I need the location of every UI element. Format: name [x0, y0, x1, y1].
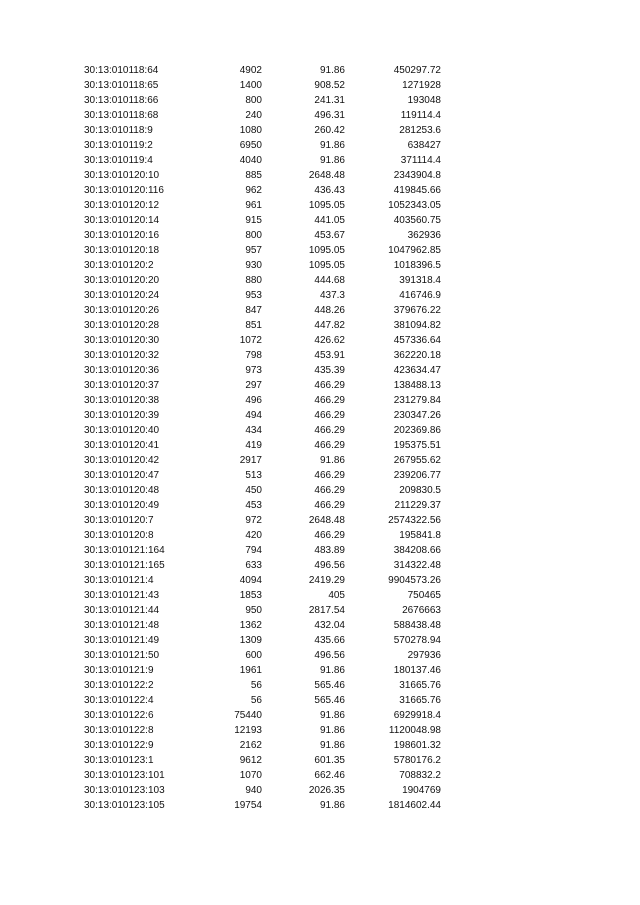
- price-cell: 466.29: [314, 440, 345, 451]
- amount-cell: 239206.77: [393, 470, 441, 481]
- price-cell: 435.66: [314, 635, 345, 646]
- table-row: [0, 723, 640, 738]
- cadastral-number-cell: 30:13:010121:44: [84, 605, 160, 616]
- table-row: [0, 498, 640, 513]
- quantity-cell: 9612: [239, 755, 262, 766]
- cadastral-number-cell: 30:13:010120:14: [84, 215, 160, 226]
- price-cell: 496.31: [314, 110, 345, 121]
- cadastral-number-cell: 30:13:010121:48: [84, 620, 160, 631]
- amount-cell: 1047962.85: [388, 245, 441, 256]
- table-row: [0, 123, 640, 138]
- quantity-cell: 973: [245, 365, 262, 376]
- amount-cell: 314322.48: [393, 560, 441, 571]
- amount-cell: 5780176.2: [393, 755, 441, 766]
- quantity-cell: 494: [245, 410, 262, 421]
- amount-cell: 423634.47: [393, 365, 441, 376]
- cadastral-number-cell: 30:13:010120:48: [84, 485, 160, 496]
- price-cell: 91.86: [319, 65, 345, 76]
- quantity-cell: 420: [245, 530, 262, 541]
- quantity-cell: 513: [245, 470, 262, 481]
- amount-cell: 1120048.98: [388, 725, 441, 736]
- quantity-cell: 633: [245, 560, 262, 571]
- quantity-cell: 915: [245, 215, 262, 226]
- price-cell: 2026.35: [308, 785, 345, 796]
- table-row: [0, 213, 640, 228]
- table-row: [0, 273, 640, 288]
- quantity-cell: 800: [245, 95, 262, 106]
- quantity-cell: 6950: [239, 140, 262, 151]
- price-cell: 908.52: [314, 80, 345, 91]
- cadastral-number-cell: 30:13:010120:26: [84, 305, 160, 316]
- table-row: [0, 228, 640, 243]
- amount-cell: 371114.4: [400, 155, 441, 166]
- cadastral-number-cell: 30:13:010120:41: [84, 440, 160, 451]
- table-row: [0, 528, 640, 543]
- table-row: [0, 423, 640, 438]
- quantity-cell: 957: [245, 245, 262, 256]
- amount-cell: 362936: [407, 230, 441, 241]
- table-row: [0, 573, 640, 588]
- price-cell: 1095.05: [308, 245, 345, 256]
- cadastral-number-cell: 30:13:010120:2: [84, 260, 154, 271]
- price-cell: 565.46: [314, 680, 345, 691]
- price-cell: 466.29: [314, 500, 345, 511]
- cadastral-number-cell: 30:13:010120:47: [84, 470, 160, 481]
- cadastral-number-cell: 30:13:010123:1: [84, 755, 154, 766]
- price-cell: 496.56: [314, 650, 345, 661]
- amount-cell: 384208.66: [393, 545, 441, 556]
- quantity-cell: 798: [245, 350, 262, 361]
- amount-cell: 457336.64: [393, 335, 441, 346]
- price-cell: 1095.05: [308, 200, 345, 211]
- quantity-cell: 1362: [239, 620, 262, 631]
- price-cell: 426.62: [314, 335, 345, 346]
- cadastral-number-cell: 30:13:010121:50: [84, 650, 160, 661]
- price-cell: 2419.29: [308, 575, 345, 586]
- amount-cell: 267955.62: [393, 455, 441, 466]
- quantity-cell: 496: [245, 395, 262, 406]
- quantity-cell: 930: [245, 260, 262, 271]
- table-row: [0, 663, 640, 678]
- quantity-cell: 1400: [239, 80, 262, 91]
- amount-cell: 297936: [407, 650, 441, 661]
- table-row: [0, 768, 640, 783]
- quantity-cell: 800: [245, 230, 262, 241]
- quantity-cell: 450: [245, 485, 262, 496]
- cadastral-number-cell: 30:13:010118:65: [84, 80, 159, 91]
- amount-cell: 180137.46: [393, 665, 441, 676]
- cadastral-number-cell: 30:13:010120:12: [84, 200, 160, 211]
- quantity-cell: 56: [250, 695, 262, 706]
- quantity-cell: 453: [245, 500, 262, 511]
- table-row: [0, 168, 640, 183]
- price-cell: 466.29: [314, 395, 345, 406]
- amount-cell: 31665.76: [399, 680, 441, 691]
- cadastral-number-cell: 30:13:010118:64: [84, 65, 159, 76]
- price-cell: 453.91: [314, 350, 345, 361]
- price-cell: 91.86: [319, 155, 345, 166]
- table-row: [0, 333, 640, 348]
- cadastral-number-cell: 30:13:010120:32: [84, 350, 160, 361]
- amount-cell: 209830.5: [399, 485, 441, 496]
- table-row: [0, 183, 640, 198]
- table-row: [0, 243, 640, 258]
- price-cell: 496.56: [314, 560, 345, 571]
- cadastral-number-cell: 30:13:010120:116: [84, 185, 164, 196]
- cadastral-number-cell: 30:13:010120:37: [84, 380, 160, 391]
- amount-cell: 211229.37: [394, 500, 441, 511]
- amount-cell: 391318.4: [399, 275, 441, 286]
- price-cell: 436.43: [314, 185, 345, 196]
- price-cell: 260.42: [314, 125, 345, 136]
- price-cell: 405: [328, 590, 345, 601]
- table-row: [0, 543, 640, 558]
- table-row: [0, 603, 640, 618]
- price-cell: 91.86: [319, 740, 345, 751]
- table-row: [0, 708, 640, 723]
- cadastral-number-cell: 30:13:010121:4: [84, 575, 154, 586]
- quantity-cell: 4902: [239, 65, 262, 76]
- quantity-cell: 962: [245, 185, 262, 196]
- quantity-cell: 4094: [239, 575, 262, 586]
- amount-cell: 138488.13: [393, 380, 441, 391]
- quantity-cell: 2162: [239, 740, 262, 751]
- price-cell: 437.3: [319, 290, 345, 301]
- table-row: [0, 93, 640, 108]
- cadastral-number-cell: 30:13:010122:2: [84, 680, 154, 691]
- table-row: [0, 468, 640, 483]
- cadastral-number-cell: 30:13:010118:9: [84, 125, 153, 136]
- table-row: [0, 348, 640, 363]
- cadastral-number-cell: 30:13:010120:20: [84, 275, 160, 286]
- price-cell: 447.82: [314, 320, 345, 331]
- cadastral-number-cell: 30:13:010122:6: [84, 710, 154, 721]
- quantity-cell: 885: [245, 170, 262, 181]
- cadastral-number-cell: 30:13:010120:49: [84, 500, 160, 511]
- price-cell: 432.04: [314, 620, 345, 631]
- price-cell: 2648.48: [308, 515, 345, 526]
- amount-cell: 750465: [407, 590, 441, 601]
- amount-cell: 6929918.4: [393, 710, 441, 721]
- table-row: [0, 138, 640, 153]
- table-row: [0, 393, 640, 408]
- cadastral-number-cell: 30:13:010120:16: [84, 230, 160, 241]
- table-row: [0, 198, 640, 213]
- table-row: [0, 588, 640, 603]
- amount-cell: 416746.9: [399, 290, 441, 301]
- table-row: [0, 153, 640, 168]
- amount-cell: 9904573.26: [388, 575, 441, 586]
- cadastral-number-cell: 30:13:010123:103: [84, 785, 165, 796]
- amount-cell: 230347.26: [393, 410, 441, 421]
- spreadsheet-page: [0, 63, 640, 813]
- cadastral-number-cell: 30:13:010120:39: [84, 410, 160, 421]
- price-cell: 466.29: [314, 410, 345, 421]
- cadastral-number-cell: 30:13:010122:9: [84, 740, 154, 751]
- amount-cell: 1052343.05: [388, 200, 441, 211]
- price-cell: 91.86: [319, 710, 345, 721]
- price-cell: 466.29: [314, 485, 345, 496]
- amount-cell: 2574322.56: [388, 515, 441, 526]
- quantity-cell: 1072: [239, 335, 262, 346]
- cadastral-number-cell: 30:13:010120:28: [84, 320, 160, 331]
- table-row: [0, 363, 640, 378]
- cadastral-number-cell: 30:13:010121:164: [84, 545, 165, 556]
- quantity-cell: 419: [245, 440, 262, 451]
- table-row: [0, 738, 640, 753]
- table-row: [0, 558, 640, 573]
- table-row: [0, 678, 640, 693]
- amount-cell: 231279.84: [393, 395, 441, 406]
- quantity-cell: 940: [245, 785, 262, 796]
- cadastral-number-cell: 30:13:010123:105: [84, 800, 165, 811]
- cadastral-number-cell: 30:13:010120:38: [84, 395, 160, 406]
- amount-cell: 1904769: [402, 785, 441, 796]
- quantity-cell: 600: [245, 650, 262, 661]
- quantity-cell: 1853: [239, 590, 262, 601]
- price-cell: 91.86: [319, 665, 345, 676]
- amount-cell: 419845.66: [393, 185, 441, 196]
- price-cell: 466.29: [314, 530, 345, 541]
- price-cell: 435.39: [314, 365, 345, 376]
- quantity-cell: 972: [245, 515, 262, 526]
- price-cell: 601.35: [314, 755, 345, 766]
- table-row: [0, 78, 640, 93]
- amount-cell: 379676.22: [393, 305, 441, 316]
- price-cell: 565.46: [314, 695, 345, 706]
- quantity-cell: 1080: [239, 125, 262, 136]
- quantity-cell: 19754: [234, 800, 262, 811]
- price-cell: 241.31: [314, 95, 345, 106]
- cadastral-number-cell: 30:13:010118:68: [84, 110, 159, 121]
- amount-cell: 2343904.8: [393, 170, 441, 181]
- quantity-cell: 1961: [239, 665, 262, 676]
- table-row: [0, 753, 640, 768]
- table-row: [0, 408, 640, 423]
- table-row: [0, 378, 640, 393]
- quantity-cell: 961: [245, 200, 262, 211]
- table-row: [0, 513, 640, 528]
- amount-cell: 195841.8: [399, 530, 441, 541]
- amount-cell: 381094.82: [393, 320, 441, 331]
- price-cell: 2817.54: [308, 605, 345, 616]
- price-cell: 466.29: [314, 425, 345, 436]
- cadastral-number-cell: 30:13:010120:18: [84, 245, 160, 256]
- quantity-cell: 880: [245, 275, 262, 286]
- price-cell: 1095.05: [308, 260, 345, 271]
- table-row: [0, 618, 640, 633]
- price-cell: 662.46: [314, 770, 345, 781]
- quantity-cell: 851: [245, 320, 262, 331]
- amount-cell: 1271928: [402, 80, 441, 91]
- table-row: [0, 648, 640, 663]
- price-cell: 444.68: [314, 275, 345, 286]
- cadastral-number-cell: 30:13:010121:49: [84, 635, 160, 646]
- quantity-cell: 56: [250, 680, 262, 691]
- table-row: [0, 633, 640, 648]
- cadastral-number-cell: 30:13:010118:66: [84, 95, 159, 106]
- cadastral-number-cell: 30:13:010120:30: [84, 335, 160, 346]
- price-cell: 2648.48: [308, 170, 345, 181]
- price-cell: 91.86: [319, 455, 345, 466]
- quantity-cell: 12193: [234, 725, 262, 736]
- amount-cell: 193048: [407, 95, 441, 106]
- amount-cell: 119114.4: [400, 110, 441, 121]
- table-row: [0, 63, 640, 78]
- table-row: [0, 693, 640, 708]
- price-cell: 466.29: [314, 470, 345, 481]
- amount-cell: 195375.51: [393, 440, 441, 451]
- quantity-cell: 950: [245, 605, 262, 616]
- cadastral-number-cell: 30:13:010121:9: [84, 665, 154, 676]
- table-row: [0, 318, 640, 333]
- price-cell: 453.67: [314, 230, 345, 241]
- quantity-cell: 434: [245, 425, 262, 436]
- price-cell: 466.29: [314, 380, 345, 391]
- amount-cell: 450297.72: [393, 65, 441, 76]
- price-cell: 448.26: [314, 305, 345, 316]
- price-cell: 91.86: [319, 725, 345, 736]
- cadastral-number-cell: 30:13:010120:36: [84, 365, 160, 376]
- price-cell: 441.05: [314, 215, 345, 226]
- price-cell: 91.86: [319, 800, 345, 811]
- quantity-cell: 794: [245, 545, 262, 556]
- quantity-cell: 75440: [234, 710, 262, 721]
- quantity-cell: 953: [245, 290, 262, 301]
- cadastral-number-cell: 30:13:010120:10: [84, 170, 160, 181]
- quantity-cell: 2917: [239, 455, 262, 466]
- cadastral-number-cell: 30:13:010119:4: [84, 155, 153, 166]
- price-cell: 91.86: [319, 140, 345, 151]
- cadastral-number-cell: 30:13:010120:7: [84, 515, 154, 526]
- amount-cell: 281253.6: [399, 125, 441, 136]
- cadastral-number-cell: 30:13:010121:165: [84, 560, 165, 571]
- quantity-cell: 1070: [239, 770, 262, 781]
- amount-cell: 708832.2: [399, 770, 441, 781]
- amount-cell: 1018396.5: [393, 260, 441, 271]
- cadastral-number-cell: 30:13:010120:40: [84, 425, 160, 436]
- cadastral-number-cell: 30:13:010123:101: [84, 770, 165, 781]
- amount-cell: 198601.32: [393, 740, 441, 751]
- cadastral-number-cell: 30:13:010121:43: [84, 590, 160, 601]
- cadastral-number-cell: 30:13:010122:4: [84, 695, 154, 706]
- quantity-cell: 240: [245, 110, 262, 121]
- cadastral-number-cell: 30:13:010122:8: [84, 725, 154, 736]
- table-row: [0, 303, 640, 318]
- amount-cell: 362220.18: [393, 350, 441, 361]
- table-row: [0, 483, 640, 498]
- table-row: [0, 438, 640, 453]
- amount-cell: 31665.76: [399, 695, 441, 706]
- amount-cell: 588438.48: [393, 620, 441, 631]
- quantity-cell: 1309: [239, 635, 262, 646]
- amount-cell: 403560.75: [393, 215, 441, 226]
- table-row: [0, 288, 640, 303]
- amount-cell: 202369.86: [393, 425, 441, 436]
- cadastral-number-cell: 30:13:010120:8: [84, 530, 154, 541]
- table-row: [0, 453, 640, 468]
- cadastral-number-cell: 30:13:010119:2: [84, 140, 153, 151]
- amount-cell: 570278.94: [393, 635, 441, 646]
- table-row: [0, 798, 640, 813]
- price-cell: 483.89: [314, 545, 345, 556]
- amount-cell: 1814602.44: [388, 800, 441, 811]
- quantity-cell: 4040: [239, 155, 262, 166]
- quantity-cell: 847: [245, 305, 262, 316]
- table-row: [0, 108, 640, 123]
- cadastral-number-cell: 30:13:010120:42: [84, 455, 160, 466]
- cadastral-number-cell: 30:13:010120:24: [84, 290, 160, 301]
- table-row: [0, 783, 640, 798]
- table-row: [0, 258, 640, 273]
- amount-cell: 638427: [407, 140, 441, 151]
- quantity-cell: 297: [245, 380, 262, 391]
- amount-cell: 2676663: [402, 605, 441, 616]
